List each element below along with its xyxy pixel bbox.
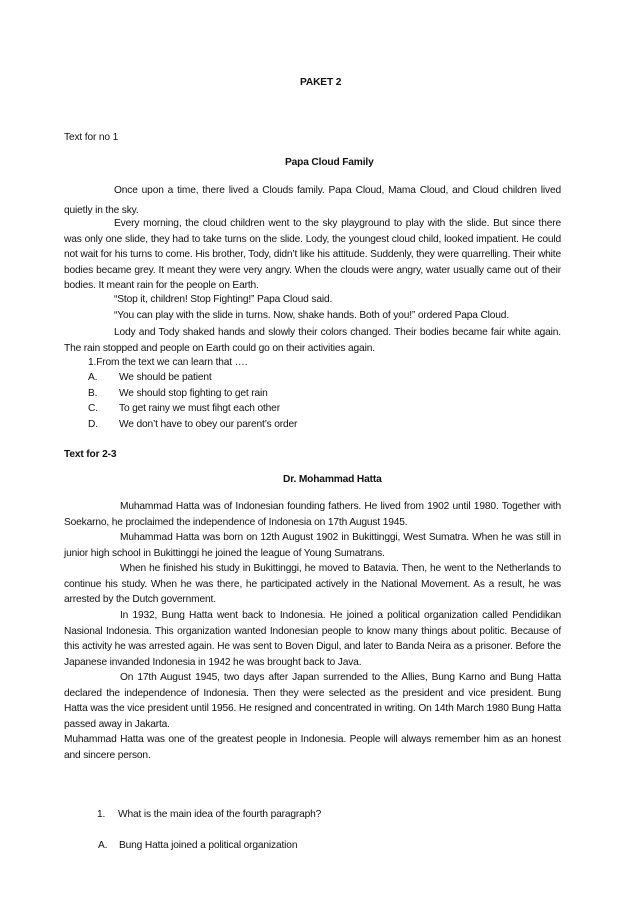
text1-title: Papa Cloud Family [285, 157, 374, 168]
text1-paragraph-5: Lody and Tody shaked hands and slowly their colors changed. Their bodies became fair white again. The rain stopped and people on Earth could go on their activities again. [64, 327, 561, 354]
text1-paragraph-2: Every morning, the cloud children went to the sky playground to play with the slide. But since there was only one slide, they had to take turns on the slide. Lody, the youngest cloud child, looked impatient. He could not wait for his turns to come. His brother, Tody, didn’t like his attitude. Suddenly, they were quarrelling. Their white bodies became grey. It meant they were very angry. When the clouds were angry, water usually came out of their bodies. It meant rain for the people on Earth. [64, 218, 561, 291]
question1-stem: 1.From the text we can learn that …. [88, 357, 248, 368]
text2-label: Text for 2-3 [64, 449, 117, 460]
text2-paragraph-3: When he finished his study in Bukittinggi, he moved to Batavia. Then, he went to the Netherlands to continue his study. When he was there, he participated actively in the National Movement. As a result, he was arrested by the Dutch government. [64, 563, 561, 605]
document-page: PAKET 2 Text for no 1 Papa Cloud Family Once upon a time, there lived a Clouds family. Papa Cloud, Mama Cloud, and Cloud children lived quietly in the sky. Every morning, the cloud children went to the sky playground to play with the slide. But since there was only one slide, they had to take turns on the slide. Lody, the youngest cloud child, looked impatient. He could not wait for his turns to come. His brother, Tody, didn’t like his attitude. Suddenly, they were quarrelling. Their white bodies became grey. It meant they were very angry. When the clouds were angry, water usually came out of their bodies. It meant rain for the people on Earth. “Stop it, children! Stop Fighting!” Papa Cloud said. “You can play with the slide in turns. Now, shake hands. Both of you!” ordered Papa Cloud. Lody and Tody shaked hands and slowly their colors changed. Their bodies became fair white again. The rain stopped and people on Earth could go on their activities again. 1.From the text we can learn that …. A. We should be patient B. We should stop fighting to get rain C. To get rainy we must fihgt each other D. We don’t have to obey our parent’s order Text for 2-3 Dr. Mohammad Hatta Muhammad Hatta was of Indonesian founding fathers. He lived from 1902 until 1980. Together with Soekarno, he proclaimed the independence of Indonesia on 17th August 1945. Muhammad Hatta was born on 12th August 1902 in Bukittinggi, West Sumatra. When he was still in junior high school in Bukittinggi he joined the league of Young Sumatrans. When he finished his study in Bukittinggi, he moved to Batavia. Then, he went to the Netherlands to continue his study. When he was there, he participated actively in the National Movement. As a result, he was arrested by the Dutch government. In 1932, Bung Hatta went back to Indonesia. He joined a political organization called Pendidikan Nasional Indonesia. This organization wanted Indonesian people to know many things about politic. Because of this activity he was arrested again. He was sent to Boven Digul, and later to Banda Neira as a prisoner. Before the Japanese invanded Indonesia in 1942 he was brought back to Java. On 17th August 1945, two days after Japan surrended to the Allies, Bung Karno and Bung Hatta declared the independence of Indonesia. Then they were selected as the president and vice president. Bung Hatta was the vice president until 1956. He resigned and concentrated in writing. On 14th March 1980 Bung Hatta passed away in Jakarta. Muhammad Hatta was one of the greatest people in Indonesia. People will always remember him as an honest and sincere person. 1. What is the main idea of the fourth paragraph? A. Bung Hatta joined a political organization [64, 77, 561, 851]
text2-title: Dr. Mohammad Hatta [283, 474, 382, 485]
question2-number: 1. [97, 809, 106, 820]
text1-paragraph-3: “Stop it, children! Stop Fighting!” Papa Cloud said. [114, 294, 333, 305]
text2-paragraph-5: On 17th August 1945, two days after Japan surrended to the Allies, Bung Karno and Bung Hatta declared the independence of Indonesia. Then they were selected as the president and vice president. Bung Hatta was the vice president until 1956. He resigned and concentrated in writing. On 14th March 1980 Bung Hatta passed away in Jakarta. [64, 672, 561, 730]
question2-stem: What is the main idea of the fourth paragraph? [118, 809, 322, 820]
text1-paragraph-4: “You can play with the slide in turns. Now, shake hands. Both of you!” ordered Papa Cloud. [114, 310, 509, 321]
text2-paragraph-6: Muhammad Hatta was one of the greatest people in Indonesia. People will always remember him as an honest and sincere person. [64, 734, 561, 761]
text2-paragraph-4: In 1932, Bung Hatta went back to Indonesia. He joined a political organization called Pendidikan Nasional Indonesia. This organization wanted Indonesian people to know many things about politic. Because of this activity he was arrested again. He was sent to Boven Digul, and later to Banda Neira as a prisoner. Before the Japanese invanded Indonesia in 1942 he was brought back to Java. [64, 610, 561, 668]
text1-paragraph-1: Once upon a time, there lived a Clouds family. Papa Cloud, Mama Cloud, and Cloud children lived quietly in the sky. [64, 185, 561, 216]
text1-label: Text for no 1 [64, 132, 119, 143]
page-title: PAKET 2 [300, 77, 342, 88]
text2-paragraph-2: Muhammad Hatta was born on 12th August 1902 in Bukittinggi, West Sumatra. When he was still in junior high school in Bukittinggi he joined the league of Young Sumatrans. [64, 532, 561, 559]
text2-paragraph-1: Muhammad Hatta was of Indonesian founding fathers. He lived from 1902 until 1980. Together with Soekarno, he proclaimed the independence of Indonesia on 17th August 1945. [64, 501, 561, 528]
